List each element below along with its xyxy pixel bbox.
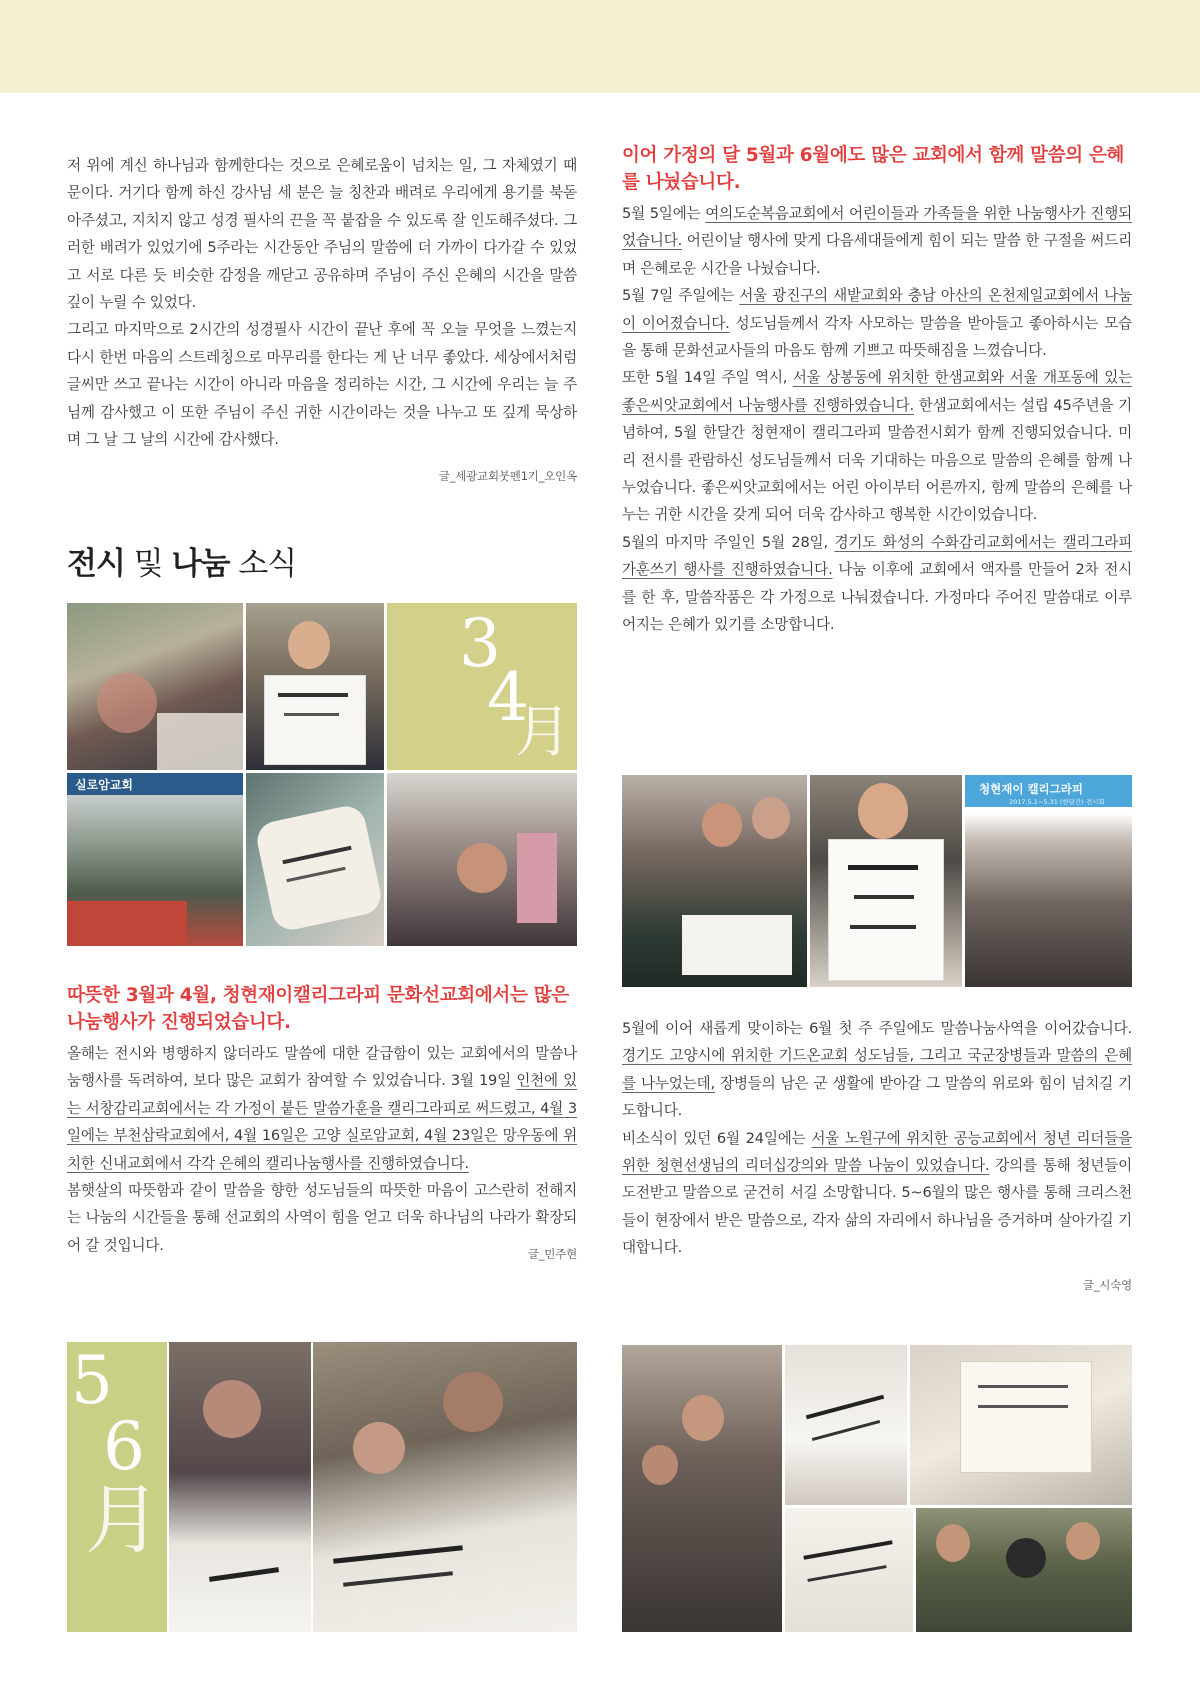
article-3-headline: 이어 가정의 달 5월과 6월에도 많은 교회에서 함께 말씀의 은혜를 나눴습니다.	[622, 145, 1125, 193]
article-3-paragraph-3: 또한 5월 14일 주일 역시, 서울 상봉동에 위치한 한샘교회와 서울 개포동에 있는 좋은씨앗교회에서 나눔행사를 진행하였습니다. 한샘교회에서는 설립 45주년을 기념하여, 5월 한달간 청현재이 캘리그라피 말씀전시회가 함께 진행되었습니다. 미리 전시를 관람하신 성도님들께서 더욱 기대하는 마음으로 말씀의 은혜를 함께 나누었습니다. 좋은씨앗교회에서는 어린 아이부터 어른까지, 함께 말씀의 은혜를 나누는 귀한 시간을 갖게 되어 더욱 감사하고 행복한 시간이었습니다.	[622, 369, 1132, 524]
article-2-credit: 글_민주현	[527, 1247, 577, 1262]
photo-calligraphy-board	[246, 773, 384, 946]
church-sign-text: 실로암교회	[75, 778, 133, 792]
top-header-band	[0, 0, 1200, 93]
banner-subtitle: 2017.5.1~5.31 (한달간) 전시회	[1009, 798, 1105, 806]
photo-girl-holding-calligraphy	[810, 775, 962, 987]
article-4-credit: 글_시숙영	[1082, 1277, 1132, 1292]
photo-exhibition-banner	[965, 775, 1132, 987]
article-3-paragraph-1: 5월 5일에는 여의도순복음교회에서 어린이들과 가족들을 위한 나눔행사가 진행되었습니다. 어린이날 행사에 맞게 다음세대들에게 힘이 되는 말씀 한 구절을 써드리며 은혜로운 시간을 나눴습니다.	[622, 205, 1132, 277]
photo-calligraphy-table	[67, 603, 243, 770]
photo-man-holding-calligraphy	[246, 603, 384, 770]
article-2-paragraph-1: 올해는 전시와 병행하지 않더라도 말씀에 대한 갈급함이 있는 교회에서의 말씀나눔행사를 독려하여, 보다 많은 교회가 참여할 수 있었습니다. 3월 19일 인천에 있는 서창감리교회에서는 각 가정이 붙든 말씀가훈을 캘리그라피로 써드렸고, 4월 3일에는 부천삼락교회에서, 4월 16일은 고양 실로암교회, 4월 23일은 망우동에 위치한 신내교회에서 각각 은혜의 캘리나눔행사를 진행하였습니다.	[67, 1045, 577, 1172]
article-1-paragraph-1: 저 위에 계신 하나님과 함께한다는 것으로 은혜로움이 넘치는 일, 그 자체였기 때문이다. 거기다 함께 하신 강사님 세 분은 늘 칭찬과 배려로 우리에게 용기를 북돋아주셨고, 지치지 않고 성경 필사의 끈을 꼭 붙잡을 수 있도록 잘 인도해주셨다. 그러한 배려가 있었기에 5주라는 시간동안 주님의 말씀에 더 가까이 다가갈 수 있었고 서로 다른 듯 비슷한 감정을 깨닫고 공유하며 주님이 주신 은혜의 시간을 말씀 깊이 누릴 수 있었다.	[67, 157, 577, 312]
photo-church-outdoor	[67, 773, 243, 946]
photo-calligraphy-card	[910, 1345, 1132, 1505]
article-2	[67, 982, 577, 1269]
photo-hand-writing	[785, 1345, 907, 1505]
article-1	[67, 152, 577, 491]
section-title: 전시 및 나눔 소식	[67, 546, 297, 582]
banner-title: 청현재이 캘리그라피	[979, 782, 1083, 796]
article-3-paragraph-4: 5월의 마지막 주일인 5월 28일, 경기도 화성의 수화감리교회에서는 캘리그라피 가훈쓰기 행사를 진행하였습니다. 나눔 이후에 교회에서 액자를 만들어 2차 전시를 한 후, 말씀작품은 각 가정으로 나눠졌습니다. 가정마다 주어진 말씀대로 이루어지는 은혜가 있기를 소망합니다.	[622, 533, 1132, 634]
photo-soldiers	[916, 1508, 1132, 1632]
article-1-credit: 글_세광교회붓펜1기_오인옥	[438, 469, 577, 484]
article-1-paragraph-2: 그리고 마지막으로 2시간의 성경필사 시간이 끝난 후에 꼭 오늘 무엇을 느꼈는지 다시 한번 마음의 스트레칭으로 마무리를 한다는 게 난 너무 좋았다. 세상에서처럼 글씨만 쓰고 끝나는 시간이 아니라 마음을 정리하는 시간, 그 시간에 우리는 늘 주님께 감사했고 이 또한 주님이 주신 귀한 시간이라는 것을 나누고 또 깊게 묵상하며 그 날 그 날의 시간에 감사했다.	[67, 321, 577, 449]
month-badge-march-april: 3 4 月	[387, 603, 577, 770]
article-4-paragraph-2: 비소식이 있던 6월 24일에는 서울 노원구에 위치한 공능교회에서 청년 리더들을 위한 청현선생님의 리더십강의와 말씀 나눔이 있었습니다. 강의를 통해 청년들이 도전받고 말씀으로 굳건히 서길 소망합니다. 5~6월의 많은 행사를 통해 크리스천들이 현장에서 받은 말씀으로, 각자 삶의 자리에서 하나님을 증거하며 살아가길 기대합니다.	[622, 1129, 1132, 1257]
photo-indoor-writing	[387, 773, 577, 946]
article-4	[622, 1015, 1132, 1299]
article-2-headline: 따뜻한 3월과 4월, 청현재이캘리그라피 문화선교회에서는 많은 나눔행사가 진행되었습니다.	[67, 985, 569, 1033]
photo-writing-calligraphy	[169, 1342, 311, 1632]
photo-writing-watchers	[622, 775, 807, 987]
article-2-paragraph-2: 봄햇살의 따뜻함과 같이 말씀을 향한 성도님들의 따뜻한 마음이 고스란히 전해지는 나눔의 시간들을 통해 선교회의 사역이 힘을 얻고 더욱 하나님의 나라가 확장되어 갈 것입니다.	[67, 1182, 577, 1254]
photo-group-writing	[313, 1342, 577, 1632]
month-badge-may-june: 5 6 月	[67, 1342, 167, 1632]
article-3-paragraph-2: 5월 7일 주일에는 서울 광진구의 새밭교회와 충남 아산의 온천제일교회에서 나눔이 이어졌습니다. 성도님들께서 각자 사모하는 말씀을 받아들고 좋아하시는 모습을 통해 문화선교사들의 마음도 함께 기쁘고 따뜻해짐을 느꼈습니다.	[622, 287, 1132, 360]
photo-calligraphy-paper	[785, 1508, 913, 1632]
photo-crowd-indoor	[622, 1345, 782, 1632]
article-4-paragraph-1: 5월에 이어 새롭게 맞이하는 6월 첫 주 주일에도 말씀나눔사역을 이어갔습니다. 경기도 고양시에 위치한 기드온교회 성도님들, 그리고 국군장병들과 말씀의 은혜를 나누었는데, 장병들의 남은 군 생활에 받아갈 그 말씀의 위로와 힘이 넘치길 기도합니다.	[622, 1020, 1133, 1120]
article-3	[622, 142, 1132, 639]
